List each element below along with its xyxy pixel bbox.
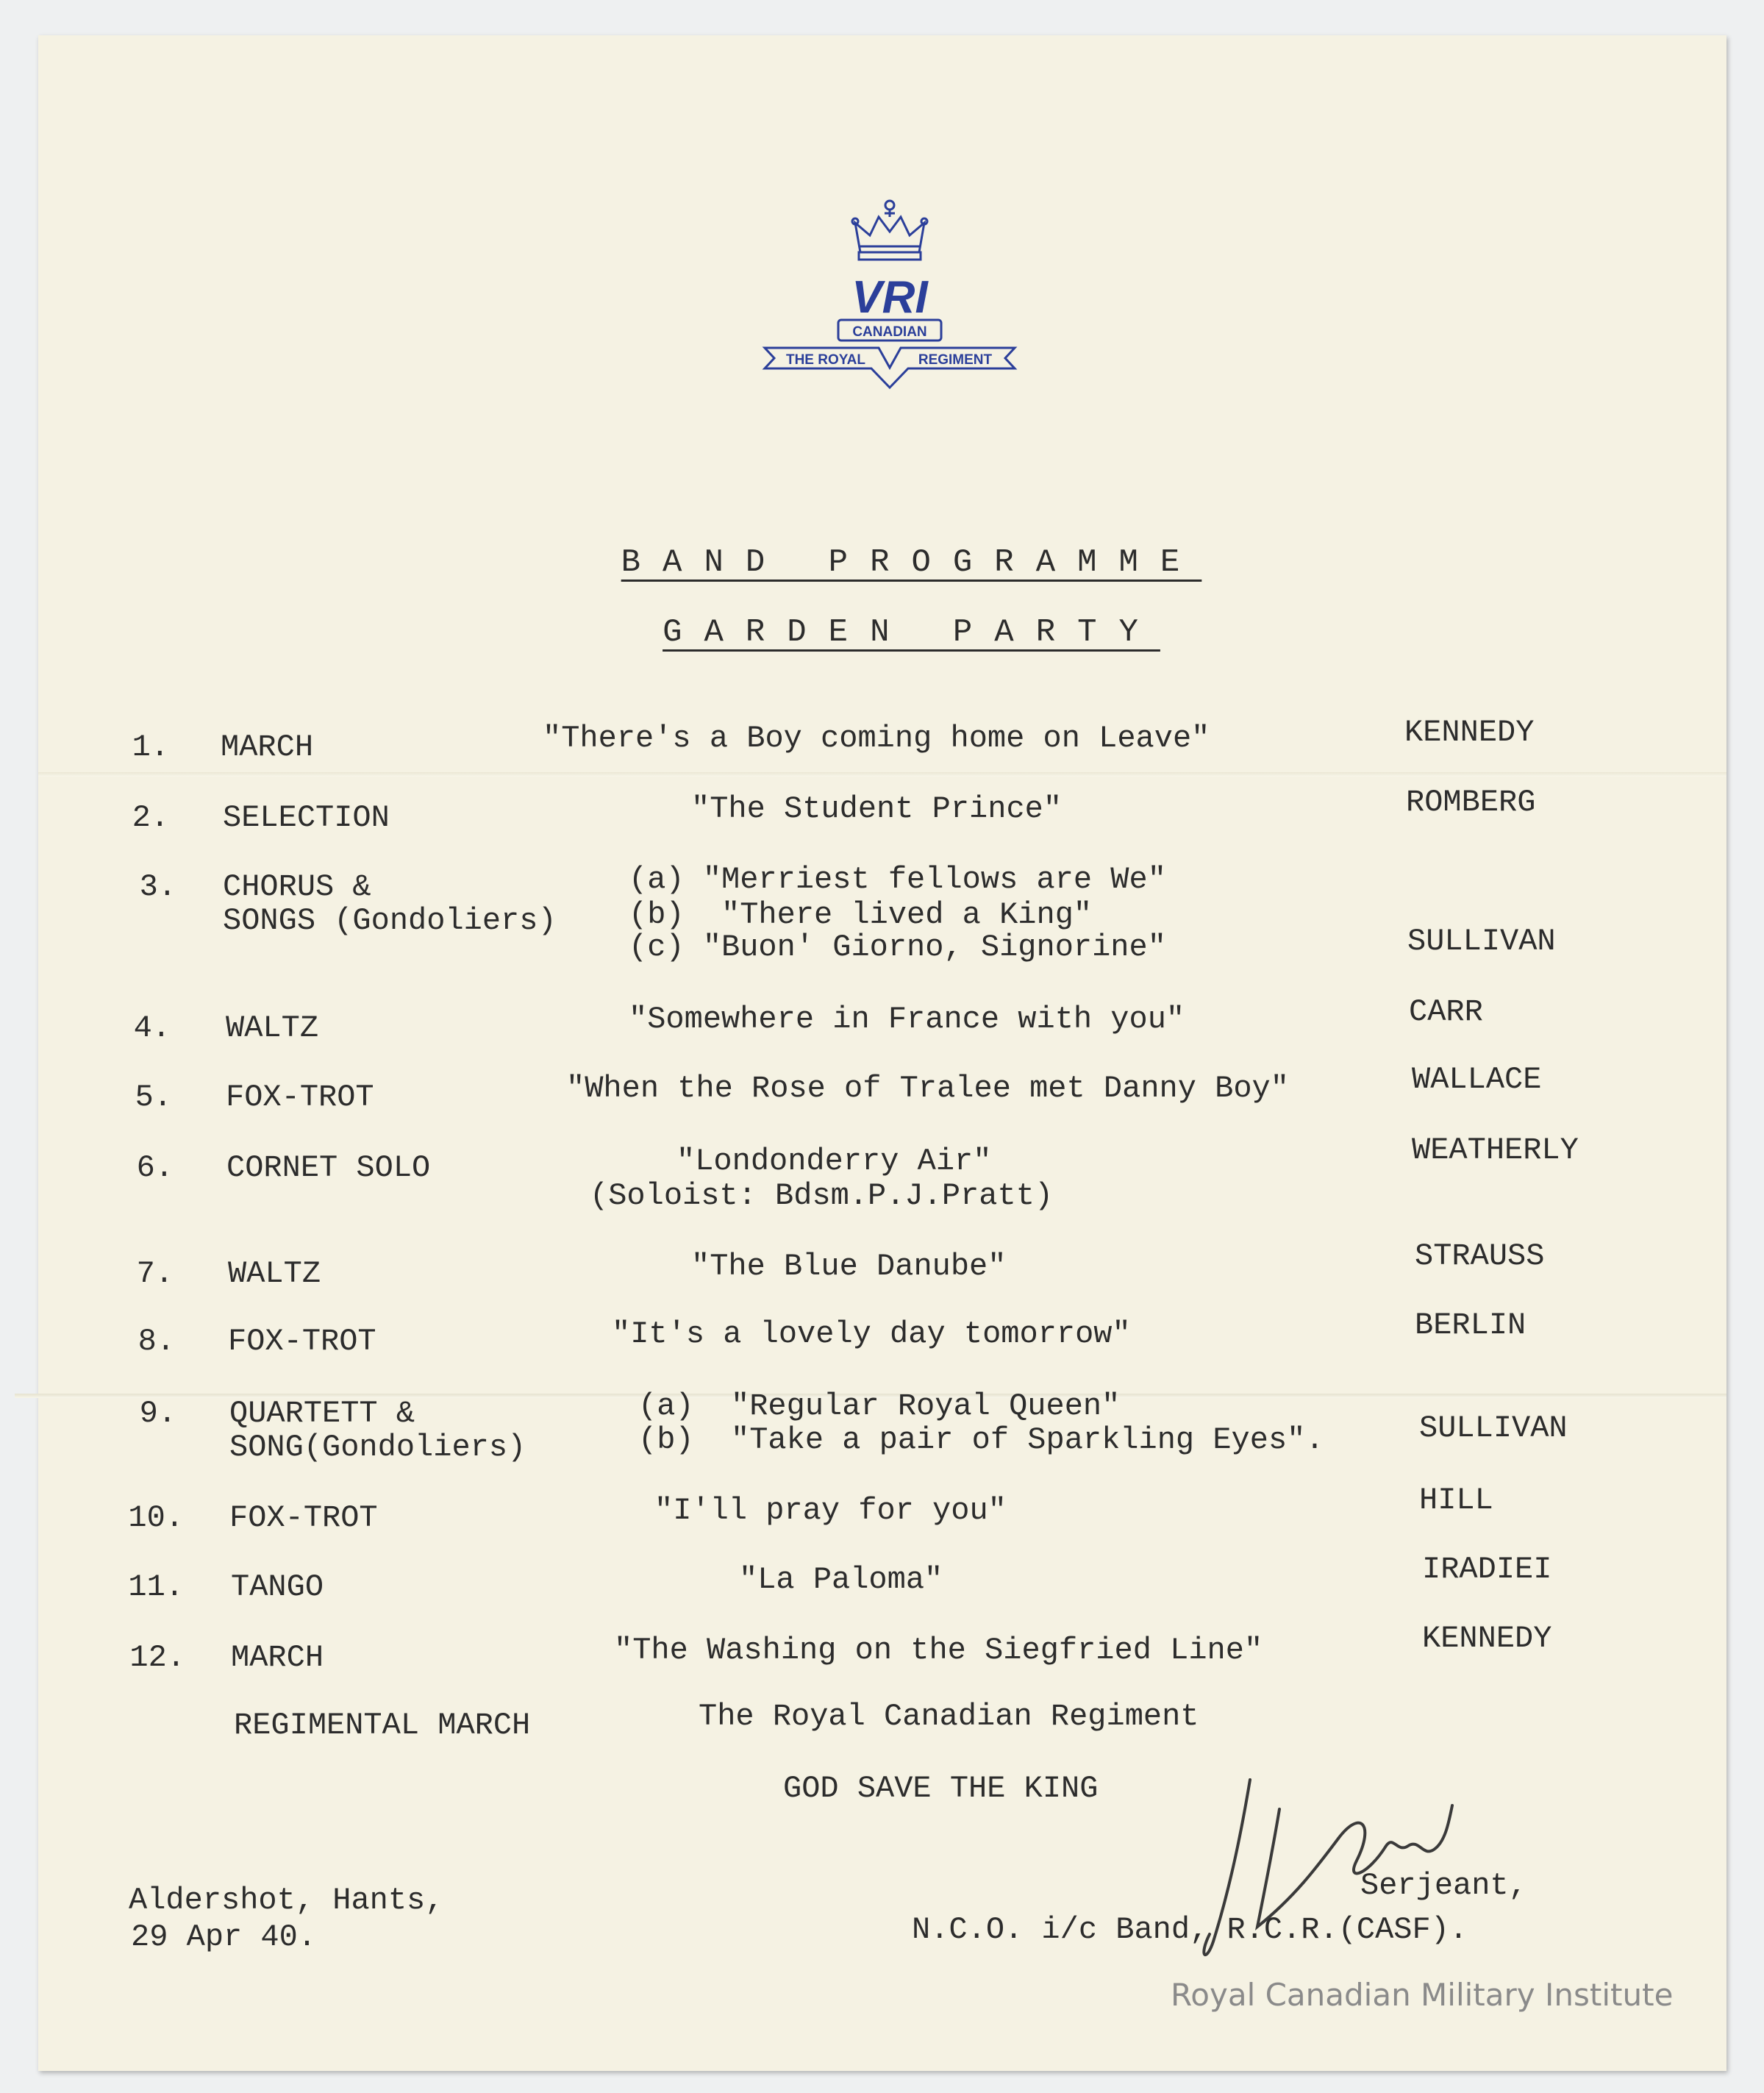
paper-fold <box>38 772 1726 777</box>
item-number: 9. <box>139 1396 176 1431</box>
regimental-march-label: REGIMENTAL MARCH <box>234 1708 531 1743</box>
footer-place: Aldershot, Hants, <box>129 1883 444 1918</box>
item-type: CHORUS & <box>223 869 371 905</box>
item-title: "When the Rose of Tralee met Danny Boy" <box>566 1071 1289 1106</box>
item-composer: SULLIVAN <box>1407 924 1556 959</box>
footer-date: 29 Apr 40. <box>131 1919 317 1955</box>
item-number: 6. <box>136 1150 174 1185</box>
item-number: 4. <box>133 1010 171 1046</box>
item-composer: HILL <box>1419 1483 1493 1518</box>
item-number: 5. <box>135 1080 172 1115</box>
item-composer: STRAUSS <box>1415 1238 1545 1274</box>
item-composer: KENNEDY <box>1404 715 1535 750</box>
item-type: FOX-TROT <box>226 1080 374 1115</box>
item-title: "There's a Boy coming home on Leave" <box>543 721 1210 756</box>
item-number: 3. <box>139 869 176 905</box>
item-title: "La Paloma" <box>739 1562 943 1597</box>
crest-banner-right: REGIMENT <box>918 352 993 368</box>
item-number: 12. <box>129 1640 185 1675</box>
item-type: WALTZ <box>226 1010 319 1046</box>
item-type: FOX-TROT <box>228 1324 376 1359</box>
page-subtitle: GARDEN PARTY <box>663 614 1160 651</box>
page-title: BAND PROGRAMME <box>621 544 1202 581</box>
item-number: 1. <box>132 730 169 765</box>
item-number: 8. <box>138 1324 175 1359</box>
watermark: Royal Canadian Military Institute <box>1171 1977 1674 2013</box>
item-type: MARCH <box>231 1640 324 1675</box>
item-type: SELECTION <box>223 800 390 835</box>
item-number: 2. <box>132 800 169 835</box>
item-title: (a) "Merriest fellows are We" <box>629 862 1166 897</box>
item-type: CORNET SOLO <box>226 1150 431 1185</box>
regimental-march-title: The Royal Canadian Regiment <box>699 1699 1199 1734</box>
item-type: SONGS (Gondoliers) <box>223 903 557 938</box>
item-title: "I'll pray for you" <box>654 1493 1007 1528</box>
item-number: 11. <box>128 1569 184 1605</box>
item-title: "Somewhere in France with you" <box>629 1002 1185 1037</box>
item-title: "The Washing on the Siegfried Line" <box>614 1633 1263 1668</box>
item-title: "It's a lovely day tomorrow" <box>612 1316 1131 1352</box>
crest-banner-top: CANADIAN <box>852 324 927 340</box>
anthem: GOD SAVE THE KING <box>783 1771 1099 1806</box>
item-title: "The Student Prince" <box>691 791 1063 827</box>
regimental-crest <box>761 195 1018 401</box>
item-title: (c) "Buon' Giorno, Signorine" <box>629 930 1166 965</box>
item-title: (Soloist: Bdsm.P.J.Pratt) <box>590 1178 1054 1213</box>
item-title: (b) "Take a pair of Sparkling Eyes". <box>638 1422 1324 1458</box>
item-title: "The Blue Danube" <box>691 1249 1007 1284</box>
item-composer: CARR <box>1409 994 1483 1030</box>
signature <box>1199 1765 1522 1986</box>
item-number: 10. <box>128 1500 184 1536</box>
item-composer: KENNEDY <box>1422 1621 1552 1656</box>
item-title: (b) "There lived a King" <box>629 897 1093 933</box>
item-type: SONG(Gondoliers) <box>229 1430 526 1465</box>
crown-icon <box>852 201 927 260</box>
item-composer: WEATHERLY <box>1412 1133 1579 1168</box>
item-number: 7. <box>136 1256 174 1291</box>
item-composer: WALLACE <box>1412 1062 1542 1097</box>
footer-position: N.C.O. i/c Band, R.C.R.(CASF). <box>912 1912 1468 1947</box>
item-composer: SULLIVAN <box>1419 1411 1568 1446</box>
item-type: WALTZ <box>228 1256 321 1291</box>
crest-cypher: VRI <box>851 272 928 323</box>
footer-rank: Serjeant, <box>1360 1868 1527 1903</box>
crest-banner-left: THE ROYAL <box>785 352 866 368</box>
item-type: TANGO <box>231 1569 324 1605</box>
item-type: FOX-TROT <box>229 1500 378 1536</box>
item-title: "Londonderry Air" <box>676 1144 992 1179</box>
item-type: MARCH <box>221 730 314 765</box>
item-title: (a) "Regular Royal Queen" <box>638 1388 1121 1424</box>
item-composer: ROMBERG <box>1406 785 1536 820</box>
item-composer: IRADIEI <box>1422 1552 1552 1587</box>
item-composer: BERLIN <box>1415 1308 1526 1343</box>
item-type: QUARTETT & <box>229 1396 415 1431</box>
